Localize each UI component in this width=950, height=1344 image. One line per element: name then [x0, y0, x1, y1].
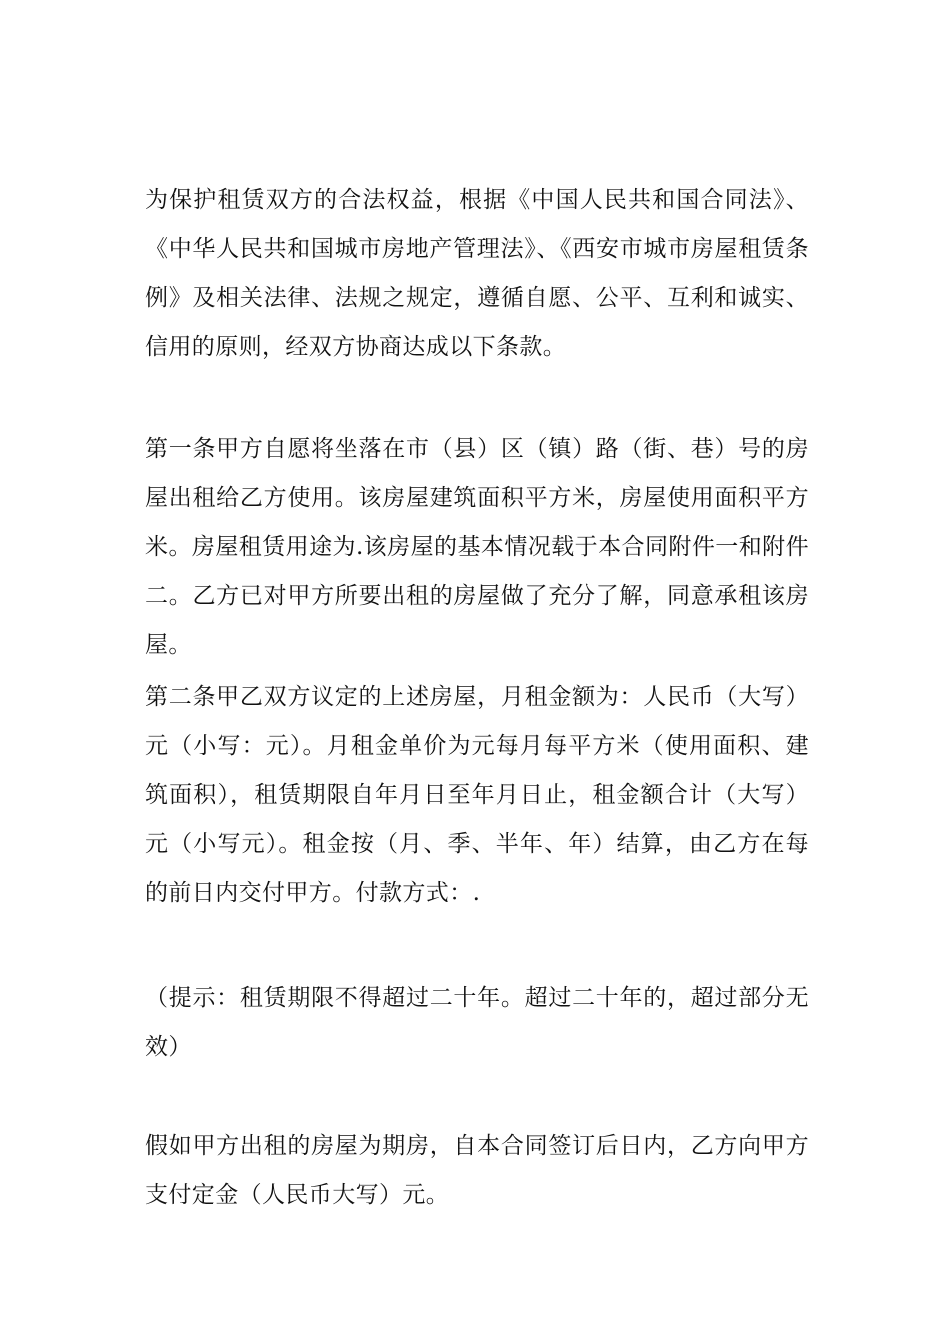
paragraph-article-1: 第一条甲方自愿将坐落在市（县）区（镇）路（街、巷）号的房屋出租给乙方使用。该房屋建筑面积平方米，房屋使用面积平方米。房屋租赁用途为.该房屋的基本情况载于本合同附件一和附件二。乙方已对甲方所要出租的房屋做了充分了解，同意承租该房屋。	[145, 436, 809, 658]
paragraph-article-2: 第二条甲乙双方议定的上述房屋，月租金额为：人民币（大写）元（小写：元）。月租金单价为元每月每平方米（使用面积、建筑面积），租赁期限自年月日至年月日止，租金额合计（大写）元（小写元）。租金按（月、季、半年、年）结算，由乙方在每的前日内交付甲方。付款方式：.	[145, 684, 809, 906]
paragraph-preamble: 为保护租赁双方的合法权益，根据《中国人民共和国合同法》、《中华人民共和国城市房地产管理法》、《西安市城市房屋租赁条例》及相关法律、法规之规定，遵循自愿、公平、互利和诚实、信用的原则，经双方协商达成以下条款。	[145, 187, 809, 360]
paragraph-hint: （提示：租赁期限不得超过二十年。超过二十年的，超过部分无效）	[145, 985, 809, 1060]
paragraph-deposit: 假如甲方出租的房屋为期房，自本合同签订后日内，乙方向甲方支付定金（人民币大写）元。	[145, 1133, 809, 1208]
